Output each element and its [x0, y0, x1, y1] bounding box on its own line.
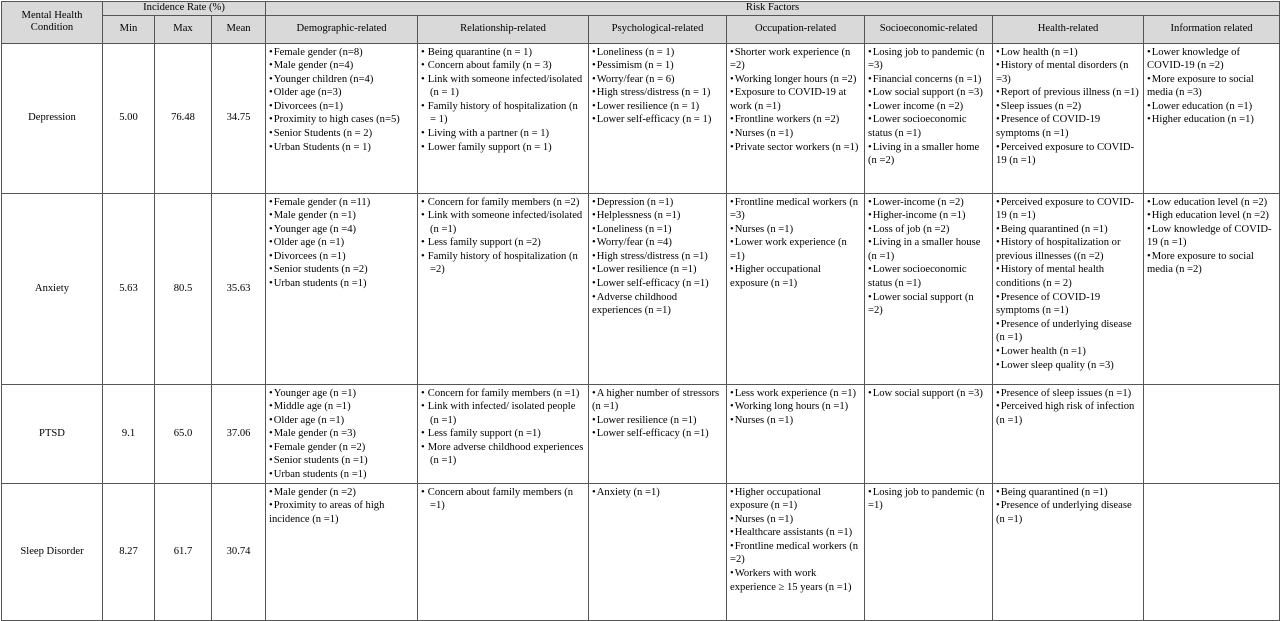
factor-item: • More adverse childhood experiences (n =1): [421, 441, 585, 468]
factor-list: [868, 46, 989, 168]
factor-item: • Presence of COVID-19 symptoms (n =1): [996, 113, 1140, 140]
factor-item: • Lower self-efficacy (n = 1): [592, 113, 723, 127]
factor-list: [421, 46, 585, 155]
psychological-factors: [589, 384, 727, 483]
factor-item: • Lower socioeconomic status (n =1): [868, 263, 989, 290]
factor-item: • Proximity to high cases (n=5): [269, 113, 414, 127]
factor-item: • Lower work experience (n =1): [730, 236, 861, 263]
factor-list: [730, 486, 861, 595]
factor-item: • Sleep issues (n =2): [996, 100, 1140, 114]
factor-item: • Concern about family (n = 3): [421, 59, 585, 73]
factor-item: • Lower self-efficacy (n =1): [592, 277, 723, 291]
factor-item: • Lower health (n =1): [996, 345, 1140, 359]
factor-item: • Pessimism (n = 1): [592, 59, 723, 73]
factor-item: • Report of previous illness (n =1): [996, 86, 1140, 100]
factor-item: • Frontline medical workers (n =2): [730, 540, 861, 567]
factor-list: [269, 486, 414, 527]
factor-item: • Higher occupational exposure (n =1): [730, 486, 861, 513]
factor-item: • Lower socioeconomic status (n =1): [868, 113, 989, 140]
factor-item: • History of hospitalization or previous illnesses ((n =2): [996, 236, 1140, 263]
factor-item: • Nurses (n =1): [730, 513, 861, 527]
socioeconomic-factors: [865, 384, 993, 483]
information-factors: [1144, 483, 1280, 620]
occupation-factors: [727, 483, 865, 620]
header-information: Information related: [1144, 15, 1280, 43]
factor-item: • Low health (n =1): [996, 46, 1140, 60]
factor-item: • Younger age (n =1): [269, 387, 414, 401]
socioeconomic-factors: [865, 483, 993, 620]
factor-item: • Less family support (n =1): [421, 427, 585, 441]
header-condition: Mental Health Condition: [2, 2, 103, 44]
factor-item: • Living in a smaller home (n =2): [868, 141, 989, 168]
occupation-factors: [727, 384, 865, 483]
factor-item: • Nurses (n =1): [730, 414, 861, 428]
factor-item: • Workers with work experience ≥ 15 years (n =1): [730, 567, 861, 594]
factor-item: • Frontline workers (n =2): [730, 113, 861, 127]
incidence-mean: 35.63: [212, 193, 266, 384]
factor-item: • Lower self-efficacy (n =1): [592, 427, 723, 441]
incidence-min: 8.27: [103, 483, 155, 620]
factor-item: • Younger children (n=4): [269, 73, 414, 87]
incidence-max: 80.5: [155, 193, 212, 384]
information-factors: [1144, 193, 1280, 384]
factor-item: • Losing job to pandemic (n =3): [868, 46, 989, 73]
factor-item: • Female gender (n =2): [269, 441, 414, 455]
incidence-max: 76.48: [155, 43, 212, 193]
table-row: [2, 384, 1280, 483]
psychological-factors: [589, 43, 727, 193]
factor-item: • Urban students (n =1): [269, 468, 414, 482]
demographic-factors: [266, 193, 418, 384]
incidence-mean: 30.74: [212, 483, 266, 620]
factor-item: • Presence of underlying disease (n =1): [996, 318, 1140, 345]
factor-item: • Worry/fear (n = 6): [592, 73, 723, 87]
factor-item: • Proximity to areas of high incidence (n =1): [269, 499, 414, 526]
factor-item: • Depression (n =1): [592, 196, 723, 210]
relationship-factors: [418, 193, 589, 384]
relationship-factors: [418, 483, 589, 620]
factor-item: • Presence of sleep issues (n =1): [996, 387, 1140, 401]
header-incidence-rate: Incidence Rate (%): [103, 2, 266, 16]
health-factors: [993, 483, 1144, 620]
factor-list: [996, 387, 1140, 428]
incidence-max: 65.0: [155, 384, 212, 483]
factor-item: • Adverse childhood experiences (n =1): [592, 291, 723, 318]
table-row: [2, 43, 1280, 193]
factor-item: • Nurses (n =1): [730, 127, 861, 141]
factor-item: • Loss of job (n =2): [868, 223, 989, 237]
factor-item: • Losing job to pandemic (n =1): [868, 486, 989, 513]
factor-item: • Male gender (n=4): [269, 59, 414, 73]
factor-list: [996, 46, 1140, 168]
header-max: Max: [155, 15, 212, 43]
factor-item: • Lower social support (n =2): [868, 291, 989, 318]
factor-list: [730, 387, 861, 428]
factor-item: • Being quarantine (n = 1): [421, 46, 585, 60]
header-socioeconomic: Socioeconomic-related: [865, 15, 993, 43]
factor-item: • Lower resilience (n =1): [592, 414, 723, 428]
factor-item: • Concern for family members (n =2): [421, 196, 585, 210]
factor-item: • Less family support (n =2): [421, 236, 585, 250]
incidence-mean: 34.75: [212, 43, 266, 193]
socioeconomic-factors: [865, 193, 993, 384]
factor-list: [421, 387, 585, 469]
incidence-max: 61.7: [155, 483, 212, 620]
header-demographic: Demographic-related: [266, 15, 418, 43]
factor-list: [421, 196, 585, 278]
factor-item: • Older age (n=3): [269, 86, 414, 100]
header-relationship: Relationship-related: [418, 15, 589, 43]
factor-item: • Private sector workers (n =1): [730, 141, 861, 155]
factor-item: • Working long hours (n =1): [730, 400, 861, 414]
factor-item: • Living with a partner (n = 1): [421, 127, 585, 141]
factor-item: • Divorcees (n =1): [269, 250, 414, 264]
factor-list: [592, 387, 723, 441]
factor-item: • Urban students (n =1): [269, 277, 414, 291]
factor-item: • Low education level (n =2): [1147, 196, 1276, 210]
factor-item: • Presence of underlying disease (n =1): [996, 499, 1140, 526]
condition-name: PTSD: [2, 384, 103, 483]
factor-item: • Worry/fear (n =4): [592, 236, 723, 250]
table-row: [2, 483, 1280, 620]
occupation-factors: [727, 193, 865, 384]
header-mean: Mean: [212, 15, 266, 43]
factor-item: • More exposure to social media (n =3): [1147, 73, 1276, 100]
condition-name: Sleep Disorder: [2, 483, 103, 620]
factor-item: • Anxiety (n =1): [592, 486, 723, 500]
factor-item: • Female gender (n=8): [269, 46, 414, 60]
condition-name: Anxiety: [2, 193, 103, 384]
incidence-min: 5.00: [103, 43, 155, 193]
demographic-factors: [266, 43, 418, 193]
factor-list: [868, 387, 989, 401]
relationship-factors: [418, 43, 589, 193]
factor-item: • Living in a smaller house (n =1): [868, 236, 989, 263]
occupation-factors: [727, 43, 865, 193]
factor-list: [730, 46, 861, 155]
factor-item: • Being quarantined (n =1): [996, 486, 1140, 500]
factor-item: • Low social support (n =3): [868, 86, 989, 100]
factor-list: [730, 196, 861, 291]
factor-item: • Older age (n =1): [269, 236, 414, 250]
factor-item: • Senior Students (n = 2): [269, 127, 414, 141]
factor-item: • Nurses (n =1): [730, 223, 861, 237]
factor-item: • Senior students (n =1): [269, 454, 414, 468]
factor-item: • Lower knowledge of COVID-19 (n =2): [1147, 46, 1276, 73]
factor-item: • Link with someone infected/isolated (n = 1): [421, 73, 585, 100]
factor-item: • Divorcees (n=1): [269, 100, 414, 114]
factor-item: • Presence of COVID-19 symptoms (n =1): [996, 291, 1140, 318]
factor-item: • Concern for family members (n =1): [421, 387, 585, 401]
factor-item: • Lower-income (n =2): [868, 196, 989, 210]
factor-item: • Working longer hours (n =2): [730, 73, 861, 87]
header-health: Health-related: [993, 15, 1144, 43]
factor-item: • Younger age (n =4): [269, 223, 414, 237]
factor-list: [269, 46, 414, 155]
factor-list: [592, 196, 723, 318]
factor-list: [996, 486, 1140, 527]
factor-item: • Low social support (n =3): [868, 387, 989, 401]
factor-item: • Higher occupational exposure (n =1): [730, 263, 861, 290]
factor-list: [868, 196, 989, 318]
factor-item: • Loneliness (n =1): [592, 223, 723, 237]
factor-item: • Family history of hospitalization (n = 1): [421, 100, 585, 127]
factor-item: • Link with infected/ isolated people (n =1): [421, 400, 585, 427]
header-min: Min: [103, 15, 155, 43]
factor-item: • Perceived high risk of infection (n =1): [996, 400, 1140, 427]
factor-list: [269, 387, 414, 482]
psychological-factors: [589, 193, 727, 384]
health-factors: [993, 43, 1144, 193]
factor-item: • High stress/distress (n = 1): [592, 86, 723, 100]
header-risk-factors: Risk Factors: [266, 2, 1280, 16]
factor-item: • Female gender (n =11): [269, 196, 414, 210]
factor-list: [996, 196, 1140, 373]
factor-item: • High stress/distress (n =1): [592, 250, 723, 264]
factor-item: • Financial concerns (n =1): [868, 73, 989, 87]
factor-item: • Senior students (n =2): [269, 263, 414, 277]
factor-item: • Lower sleep quality (n =3): [996, 359, 1140, 373]
incidence-min: 5.63: [103, 193, 155, 384]
factor-item: • Family history of hospitalization (n =2): [421, 250, 585, 277]
factor-item: • More exposure to social media (n =2): [1147, 250, 1276, 277]
factor-item: • Shorter work experience (n =2): [730, 46, 861, 73]
factor-item: • High education level (n =2): [1147, 209, 1276, 223]
factor-item: • Perceived exposure to COVID-19 (n =1): [996, 141, 1140, 168]
demographic-factors: [266, 384, 418, 483]
health-factors: [993, 193, 1144, 384]
factor-list: [1147, 46, 1276, 128]
information-factors: [1144, 43, 1280, 193]
psychological-factors: [589, 483, 727, 620]
factor-item: • Higher-income (n =1): [868, 209, 989, 223]
factor-item: • Helplessness (n =1): [592, 209, 723, 223]
socioeconomic-factors: [865, 43, 993, 193]
health-factors: [993, 384, 1144, 483]
incidence-min: 9.1: [103, 384, 155, 483]
factor-item: • Lower education (n =1): [1147, 100, 1276, 114]
condition-name: Depression: [2, 43, 103, 193]
relationship-factors: [418, 384, 589, 483]
factor-item: • Lower resilience (n =1): [592, 263, 723, 277]
factor-list: [592, 486, 723, 500]
factor-item: • A higher number of stressors (n =1): [592, 387, 723, 414]
factor-item: • Healthcare assistants (n =1): [730, 526, 861, 540]
factor-list: [1147, 196, 1276, 278]
factor-item: • Perceived exposure to COVID-19 (n =1): [996, 196, 1140, 223]
information-factors: [1144, 384, 1280, 483]
header-occupation: Occupation-related: [727, 15, 865, 43]
factor-item: • Lower income (n =2): [868, 100, 989, 114]
factor-item: • Male gender (n =2): [269, 486, 414, 500]
factor-list: [269, 196, 414, 291]
factor-list: [592, 46, 723, 128]
factor-list: [421, 486, 585, 513]
factor-item: • Frontline medical workers (n =3): [730, 196, 861, 223]
factor-item: • Male gender (n =3): [269, 427, 414, 441]
factor-item: • Less work experience (n =1): [730, 387, 861, 401]
factor-item: • History of mental health conditions (n = 2): [996, 263, 1140, 290]
factor-item: • Low knowledge of COVID-19 (n =1): [1147, 223, 1276, 250]
factor-item: • Male gender (n =1): [269, 209, 414, 223]
factor-item: • Link with someone infected/isolated (n =1): [421, 209, 585, 236]
table-row: [2, 193, 1280, 384]
header-psychological: Psychological-related: [589, 15, 727, 43]
factor-item: • Higher education (n =1): [1147, 113, 1276, 127]
factor-item: • Lower family support (n = 1): [421, 141, 585, 155]
factor-item: • Concern about family members (n =1): [421, 486, 585, 513]
factor-item: • Older age (n =1): [269, 414, 414, 428]
factor-item: • Loneliness (n = 1): [592, 46, 723, 60]
incidence-mean: 37.06: [212, 384, 266, 483]
factor-item: • Exposure to COVID-19 at work (n =1): [730, 86, 861, 113]
factor-item: • Lower resilience (n = 1): [592, 100, 723, 114]
factor-item: • Being quarantined (n =1): [996, 223, 1140, 237]
factor-item: • History of mental disorders (n =3): [996, 59, 1140, 86]
risk-factors-table: [1, 1, 1280, 621]
factor-item: • Middle age (n =1): [269, 400, 414, 414]
factor-item: • Urban Students (n = 1): [269, 141, 414, 155]
demographic-factors: [266, 483, 418, 620]
factor-list: [868, 486, 989, 513]
